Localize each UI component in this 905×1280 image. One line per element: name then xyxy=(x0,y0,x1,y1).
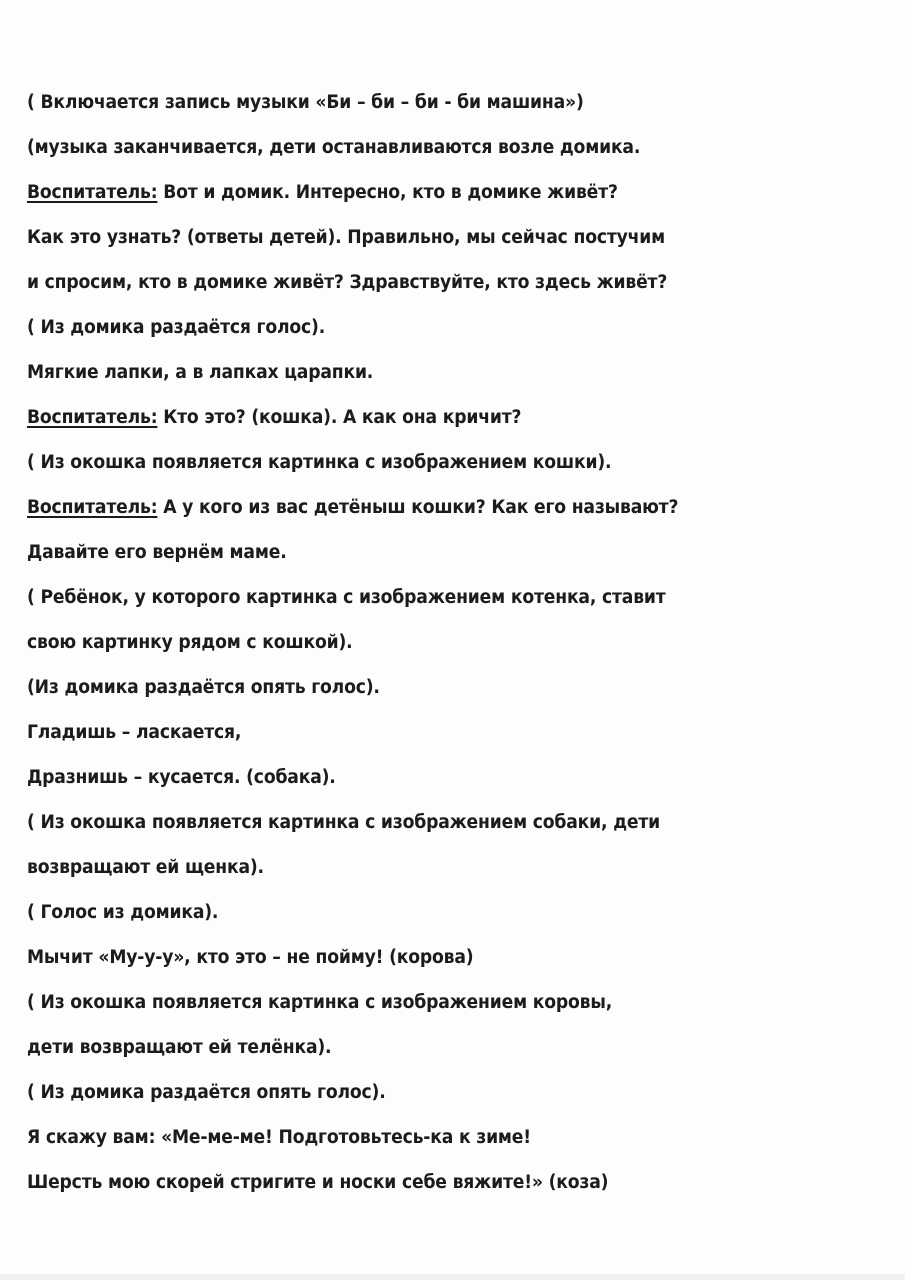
text-line xyxy=(27,80,827,125)
line-text: Гладишь – ласкается, xyxy=(27,722,242,743)
text-line xyxy=(27,1160,827,1205)
line-text: ( Из окошка появляется картинка с изображением кошки). xyxy=(27,452,612,473)
text-line xyxy=(27,710,827,755)
text-line xyxy=(27,530,827,575)
line-text: ( Из окошка появляется картинка с изображением коровы, xyxy=(27,992,613,1013)
line-text: ( Из домика раздаётся опять голос). xyxy=(27,1082,386,1103)
text-line xyxy=(27,260,827,305)
line-text: и спросим, кто в домике живёт? Здравствуйте, кто здесь живёт? xyxy=(27,272,668,293)
text-line xyxy=(27,440,827,485)
text-line xyxy=(27,665,827,710)
line-text: Шерсть мою скорей стригите и носки себе вяжите!» (коза) xyxy=(27,1172,609,1193)
line-text: ( Из домика раздаётся голос). xyxy=(27,317,326,338)
text-line xyxy=(27,395,827,440)
text-line xyxy=(27,350,827,395)
line-text: ( Из окошка появляется картинка с изображением собаки, дети xyxy=(27,812,661,833)
text-line xyxy=(27,755,827,800)
text-line xyxy=(27,935,827,980)
line-text: Мычит «Му-у-у», кто это – не пойму! (корова) xyxy=(27,947,474,968)
speaker-label: Воспитатель: xyxy=(27,497,158,518)
document-body xyxy=(27,80,887,1205)
text-line xyxy=(27,170,827,215)
line-text: ( Голос из домика). xyxy=(27,902,219,923)
text-line xyxy=(27,125,827,170)
line-text: свою картинку рядом с кошкой). xyxy=(27,632,353,653)
text-line xyxy=(27,890,827,935)
text-line xyxy=(27,845,827,890)
line-text: Мягкие лапки, а в лапках царапки. xyxy=(27,362,374,383)
text-line xyxy=(27,305,827,350)
line-text: Я скажу вам: «Ме-ме-ме! Подготовьтесь-ка к зиме! xyxy=(27,1127,531,1148)
line-text: Вот и домик. Интересно, кто в домике живёт? xyxy=(157,182,618,203)
line-text: возвращают ей щенка). xyxy=(27,857,264,878)
line-text: (музыка заканчивается, дети останавливаются возле домика. xyxy=(27,137,641,158)
line-text: Давайте его вернём маме. xyxy=(27,542,287,563)
line-text: Кто это? (кошка). А как она кричит? xyxy=(157,407,522,428)
speaker-label: Воспитатель: xyxy=(27,407,158,428)
text-line xyxy=(27,1025,827,1070)
text-line xyxy=(27,1115,827,1160)
line-text: ( Ребёнок, у которого картинка с изображением котенка, ставит xyxy=(27,587,666,608)
text-line xyxy=(27,575,827,620)
text-line xyxy=(27,215,827,260)
speaker-label: Воспитатель: xyxy=(27,182,158,203)
text-line xyxy=(27,1070,827,1115)
text-line xyxy=(27,485,827,530)
line-text: ( Включается запись музыки «Би – би – би - би машина») xyxy=(27,92,584,113)
line-text: Как это узнать? (ответы детей). Правильно, мы сейчас постучим xyxy=(27,227,666,248)
line-text: Дразнишь – кусается. (собака). xyxy=(27,767,336,788)
line-text: дети возвращают ей телёнка). xyxy=(27,1037,332,1058)
text-line xyxy=(27,800,827,845)
scan-bottom-edge xyxy=(0,1274,905,1280)
line-text: А у кого из вас детёныш кошки? Как его называют? xyxy=(157,497,679,518)
text-line xyxy=(27,980,827,1025)
text-line xyxy=(27,620,827,665)
line-text: (Из домика раздаётся опять голос). xyxy=(27,677,380,698)
